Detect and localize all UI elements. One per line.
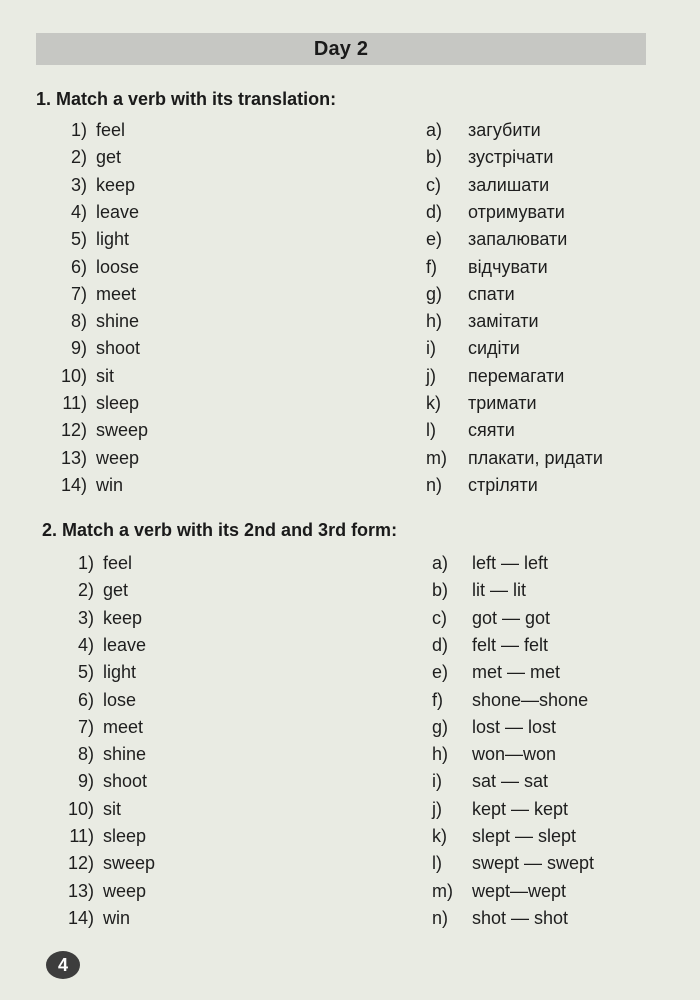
- list-item: [432, 659, 560, 686]
- item-text: win: [96, 474, 124, 495]
- list-item: [0, 687, 136, 714]
- item-text: weep: [103, 880, 147, 901]
- list-item: [0, 281, 136, 308]
- item-text: lose: [103, 689, 137, 710]
- item-text: leave: [96, 201, 140, 222]
- item-marker: 7): [77, 716, 94, 737]
- item-marker: c): [432, 607, 447, 628]
- item-marker: 9): [77, 771, 94, 792]
- list-item: [0, 796, 121, 823]
- item-marker: 10): [60, 365, 87, 386]
- item-text: shot — shot: [472, 907, 569, 928]
- list-item: [432, 632, 548, 659]
- list-item: [0, 308, 139, 335]
- item-marker: m): [432, 880, 453, 901]
- list-item: [0, 363, 114, 390]
- item-text: sleep: [103, 826, 147, 846]
- item-marker: n): [426, 474, 443, 495]
- item-text: get: [96, 147, 122, 168]
- item-marker: 14): [67, 907, 94, 928]
- item-text: сяяти: [468, 420, 515, 441]
- item-text: shine: [103, 744, 147, 765]
- item-text: sat — sat: [472, 771, 549, 792]
- list-item: [426, 281, 515, 308]
- item-marker: 10): [67, 798, 94, 819]
- item-marker: i): [432, 771, 442, 792]
- item-marker: g): [426, 283, 443, 304]
- list-item: [432, 878, 566, 905]
- item-text: зустрічати: [468, 147, 554, 168]
- item-text: спати: [468, 283, 515, 304]
- item-text: light: [103, 662, 137, 683]
- item-marker: 2): [70, 147, 87, 168]
- list-item: [0, 335, 140, 362]
- list-item: [426, 417, 515, 444]
- item-text: felt — felt: [472, 634, 549, 655]
- item-text: lost — lost: [472, 716, 557, 737]
- item-marker: k): [426, 393, 441, 413]
- day-title-banner: [36, 33, 646, 65]
- page-number: 4: [57, 954, 68, 975]
- item-marker: 1): [77, 553, 94, 573]
- item-marker: 5): [70, 229, 87, 250]
- item-text: lit — lit: [472, 580, 526, 601]
- list-item: [426, 472, 538, 499]
- item-text: kept — kept: [472, 798, 569, 819]
- item-marker: 4): [77, 634, 94, 655]
- list-item: [432, 768, 548, 795]
- item-marker: l): [426, 420, 436, 441]
- item-marker: 1): [70, 120, 87, 140]
- item-text: got — got: [472, 607, 551, 628]
- item-text: отримувати: [468, 201, 565, 222]
- item-text: weep: [96, 447, 140, 468]
- list-item: [426, 445, 603, 472]
- item-text: sweep: [103, 853, 156, 874]
- item-marker: 4): [70, 201, 87, 222]
- list-item: [432, 796, 568, 823]
- list-item: [0, 878, 146, 905]
- list-item: [426, 144, 553, 171]
- item-marker: a): [432, 553, 449, 573]
- list-item: [426, 226, 567, 253]
- list-item: [0, 577, 128, 604]
- item-text: загубити: [468, 120, 541, 140]
- item-text: meet: [103, 716, 144, 737]
- list-item: [0, 741, 146, 768]
- list-item: [0, 659, 136, 686]
- item-marker: 3): [77, 607, 94, 628]
- item-marker: 8): [77, 744, 94, 765]
- list-item: [0, 905, 130, 932]
- item-text: feel: [103, 553, 133, 573]
- item-marker: e): [432, 662, 449, 683]
- list-item: [432, 550, 548, 577]
- list-item: [0, 823, 146, 850]
- list-item: [0, 768, 147, 795]
- list-item: [426, 254, 548, 281]
- item-text: meet: [96, 283, 137, 304]
- item-marker: 6): [70, 256, 87, 277]
- item-text: sit: [103, 798, 121, 819]
- list-item: [432, 823, 576, 850]
- item-marker: a): [426, 120, 443, 140]
- list-item: [432, 850, 594, 877]
- item-text: sleep: [96, 393, 140, 413]
- item-text: win: [103, 907, 131, 928]
- item-marker: i): [426, 338, 436, 359]
- item-marker: 3): [70, 174, 87, 195]
- item-text: запалювати: [468, 229, 568, 250]
- list-item: [426, 363, 564, 390]
- item-marker: 9): [70, 338, 87, 359]
- list-item: [426, 199, 565, 226]
- item-marker: 8): [70, 311, 87, 332]
- item-marker: 7): [70, 283, 87, 304]
- item-marker: c): [426, 174, 441, 195]
- item-marker: 13): [60, 447, 87, 468]
- item-marker: j): [426, 365, 436, 386]
- item-marker: j): [432, 798, 442, 819]
- item-marker: g): [432, 716, 449, 737]
- item-text: shine: [96, 311, 140, 332]
- item-marker: e): [426, 229, 443, 250]
- item-text: shone—shone: [472, 689, 589, 710]
- list-item: [426, 335, 520, 362]
- list-item: [0, 144, 121, 171]
- item-marker: 12): [60, 420, 87, 441]
- item-marker: 14): [60, 474, 87, 495]
- list-item: [0, 199, 139, 226]
- item-text: sweep: [96, 420, 149, 441]
- list-item: [0, 226, 129, 253]
- item-text: keep: [103, 607, 143, 628]
- list-item: [432, 605, 550, 632]
- exercise-1-heading: 1. Match a verb with its translation:: [36, 89, 337, 109]
- item-marker: d): [426, 201, 443, 222]
- list-item: [432, 714, 556, 741]
- item-marker: 2): [77, 580, 94, 601]
- item-marker: 13): [67, 880, 94, 901]
- item-text: leave: [103, 634, 147, 655]
- item-marker: 11): [69, 826, 94, 846]
- item-marker: f): [426, 256, 437, 277]
- item-marker: h): [432, 744, 449, 765]
- item-marker: 6): [77, 689, 94, 710]
- list-item: [0, 472, 123, 499]
- list-item: [0, 390, 139, 417]
- item-marker: b): [426, 147, 443, 168]
- list-item: [426, 172, 549, 199]
- list-item: [0, 172, 135, 199]
- list-item: [432, 577, 526, 604]
- item-marker: d): [432, 634, 449, 655]
- item-text: перемагати: [468, 365, 565, 386]
- list-item: [426, 308, 539, 335]
- page-title: Day 2: [313, 37, 369, 60]
- page-number-badge: [46, 951, 80, 979]
- list-item: [0, 417, 148, 444]
- item-marker: 12): [67, 853, 94, 874]
- item-text: сидіти: [468, 338, 520, 359]
- item-text: тримати: [468, 393, 537, 413]
- item-text: left — left: [472, 553, 549, 573]
- item-marker: m): [426, 447, 447, 468]
- item-text: плакати, ридати: [468, 447, 603, 468]
- item-text: won—won: [472, 744, 557, 765]
- item-marker: k): [432, 826, 447, 846]
- item-text: loose: [96, 256, 140, 277]
- list-item: [0, 632, 146, 659]
- item-text: slept — slept: [472, 826, 577, 846]
- list-item: [0, 445, 139, 472]
- list-item: [432, 687, 588, 714]
- item-text: замітати: [468, 311, 539, 332]
- item-text: стріляти: [468, 474, 538, 495]
- item-marker: f): [432, 689, 443, 710]
- item-text: shoot: [96, 338, 141, 359]
- item-text: met — met: [472, 662, 561, 683]
- exercise-2-heading: 2. Match a verb with its 2nd and 3rd form:: [42, 520, 398, 540]
- item-text: залишати: [468, 174, 550, 195]
- item-text: відчувати: [468, 256, 548, 277]
- item-text: swept — swept: [472, 853, 595, 874]
- item-marker: b): [432, 580, 449, 601]
- item-marker: h): [426, 311, 443, 332]
- item-text: keep: [96, 174, 136, 195]
- item-marker: 5): [77, 662, 94, 683]
- list-item: [0, 117, 125, 144]
- list-item: [432, 905, 568, 932]
- list-item: [0, 605, 142, 632]
- list-item: [0, 550, 132, 577]
- list-item: [0, 850, 155, 877]
- item-marker: n): [432, 907, 449, 928]
- item-text: get: [103, 580, 129, 601]
- item-text: wept—wept: [472, 880, 567, 901]
- item-text: shoot: [103, 771, 148, 792]
- list-item: [426, 117, 541, 144]
- list-item: [0, 714, 143, 741]
- list-item: [0, 254, 139, 281]
- item-text: sit: [96, 365, 114, 386]
- item-text: light: [96, 229, 130, 250]
- item-marker: l): [432, 853, 442, 874]
- list-item: [432, 741, 556, 768]
- item-text: feel: [96, 120, 126, 140]
- item-marker: 11): [62, 393, 87, 413]
- list-item: [426, 390, 537, 417]
